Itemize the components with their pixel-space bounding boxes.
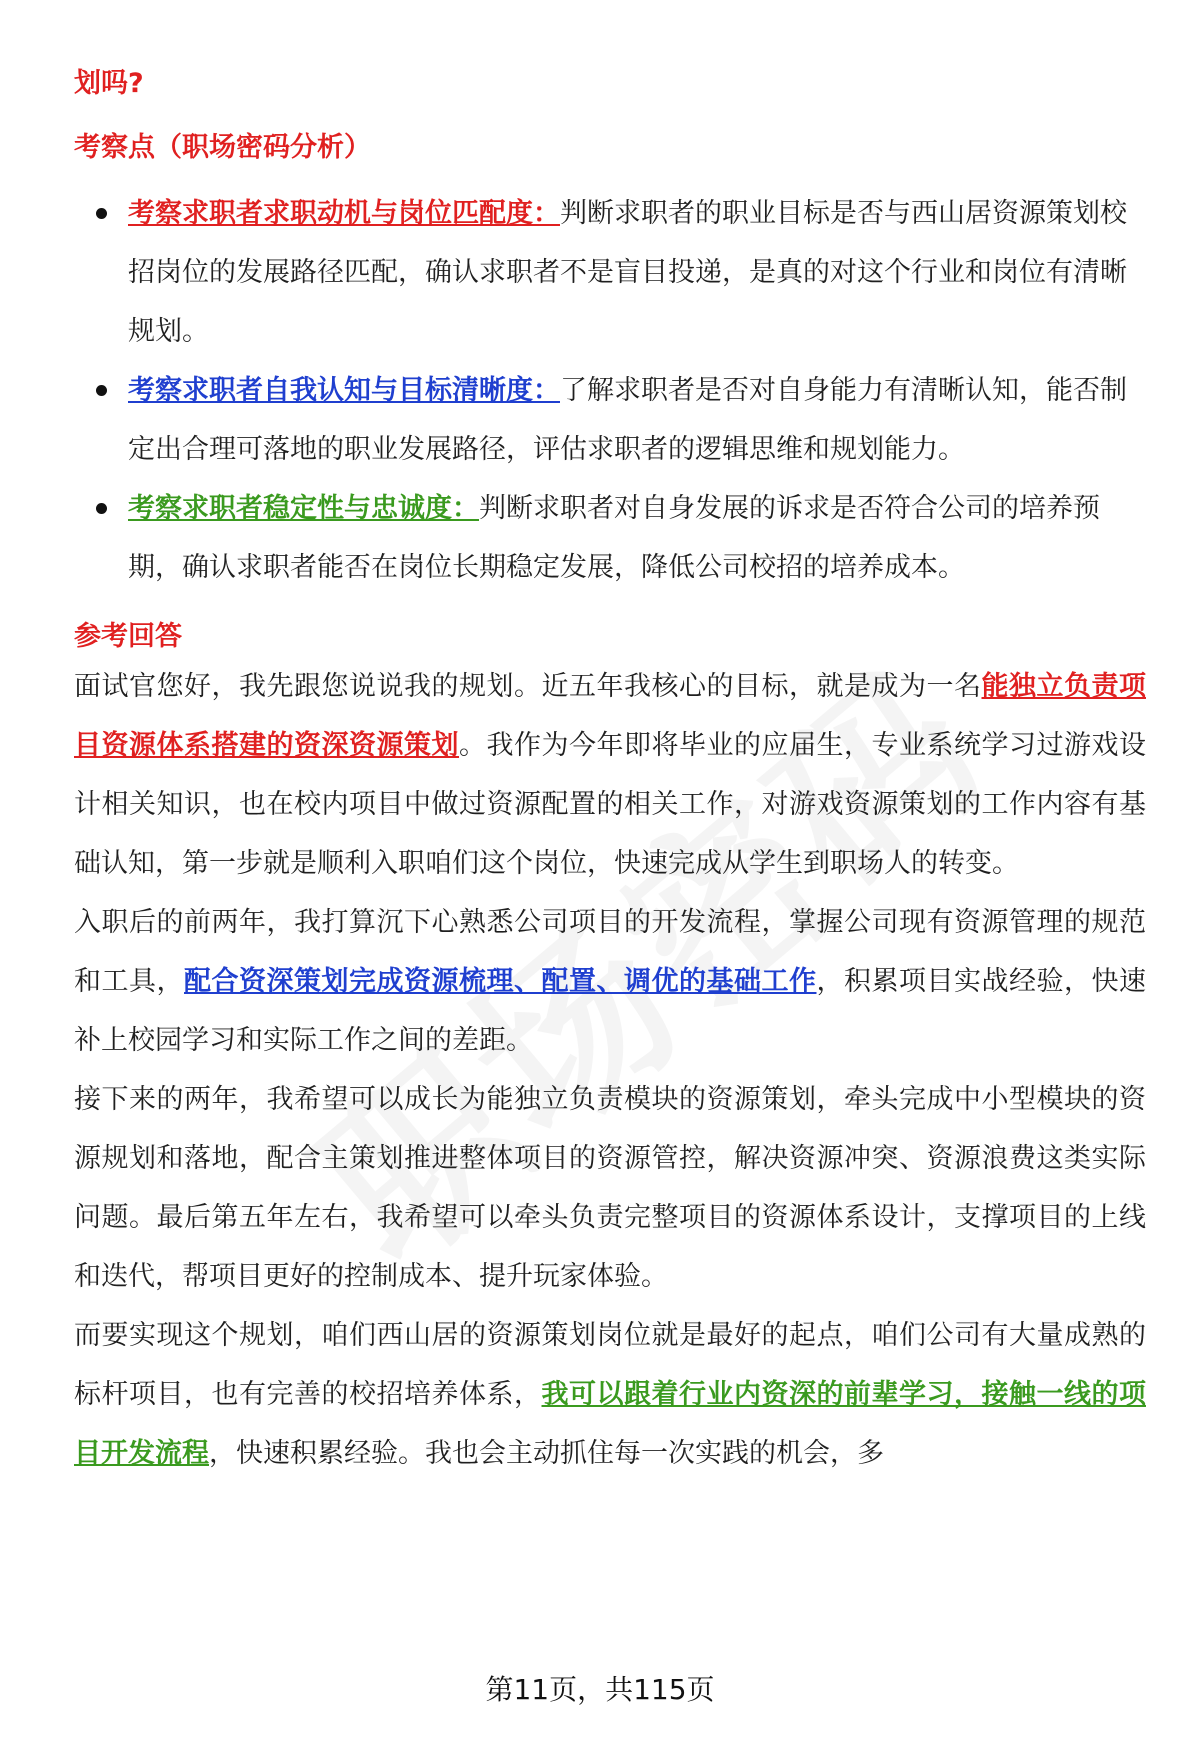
list-item	[74, 361, 1146, 479]
point-lead: 考察求职者自我认知与目标清晰度：	[128, 375, 560, 406]
point-lead: 考察求职者稳定性与忠诚度：	[128, 493, 479, 524]
document-page	[74, 50, 1146, 1483]
bullet-dot-icon	[96, 208, 107, 219]
text-run: 而要实现这个规划，咱们西山居的资源策划岗位就是最好的起点，咱们公司有大量成熟的标杆项目，也有完善的校招培养体系，	[74, 1320, 1146, 1410]
answer-paragraph-4	[74, 1306, 1146, 1483]
point-text: 判断求职者的职业目标是否与西山居资源策划校招岗位的发展路径匹配，确认求职者不是盲目投递，是真的对这个行业和岗位有清晰规划。	[128, 198, 1127, 347]
point-lead: 考察求职者求职动机与岗位匹配度：	[128, 198, 560, 229]
bullet-dot-icon	[96, 503, 107, 514]
text-run: ，快速积累经验。我也会主动抓住每一次实践的机会，多	[209, 1438, 884, 1469]
text-run: 入职后的前两年，我打算沉下心熟悉公司项目的开发流程，掌握公司现有资源管理的规范和工具，	[74, 907, 1146, 997]
point-text: 了解求职者是否对自身能力有清晰认知，能否制定出合理可落地的职业发展路径，评估求职者的逻辑思维和规划能力。	[128, 375, 1127, 465]
text-run: 面试官您好，我先跟您说说我的规划。近五年我核心的目标，就是成为一名	[74, 671, 982, 702]
point-text: 判断求职者对自身发展的诉求是否符合公司的培养预期，确认求职者能否在岗位长期稳定发展，降低公司校招的培养成本。	[128, 493, 1100, 583]
list-item	[74, 184, 1146, 361]
points-list	[74, 184, 1146, 597]
text-run: 。我作为今年即将毕业的应届生，专业系统学习过游戏设计相关知识，也在校内项目中做过资源配置的相关工作，对游戏资源策划的工作内容有基础认知，第一步就是顺利入职咱们这个岗位，快速完成从学生到职场人的转变。	[74, 730, 1146, 879]
answer-paragraph-1	[74, 657, 1146, 893]
highlight-text: 我可以跟着行业内资深的前辈学习，接触一线的项目开发流程	[74, 1379, 1146, 1469]
page-number-footer: 第11页，共115页	[485, 1673, 715, 1706]
section-heading-points: 考察点（职场密码分析）	[74, 132, 371, 163]
text-run: ，积累项目实战经验，快速补上校园学习和实际工作之间的差距。	[74, 966, 1146, 1056]
continuation-heading: 划吗?	[74, 68, 144, 99]
answer-paragraph-2	[74, 893, 1146, 1070]
section-heading-answer: 参考回答	[74, 621, 182, 652]
bullet-dot-icon	[96, 385, 107, 396]
highlight-text: 配合资深策划完成资源梳理、配置、调优的基础工作	[184, 966, 817, 997]
list-item	[74, 479, 1146, 597]
answer-paragraph-3: 接下来的两年，我希望可以成长为能独立负责模块的资源策划，牵头完成中小型模块的资源规划和落地，配合主策划推进整体项目的资源管控，解决资源冲突、资源浪费这类实际问题。最后第五年左右，我希望可以牵头负责完整项目的资源体系设计，支撑项目的上线和迭代，帮项目更好的控制成本、提升玩家体验。	[74, 1084, 1146, 1292]
highlight-text: 能独立负责项目资源体系搭建的资深资源策划	[74, 671, 1146, 761]
